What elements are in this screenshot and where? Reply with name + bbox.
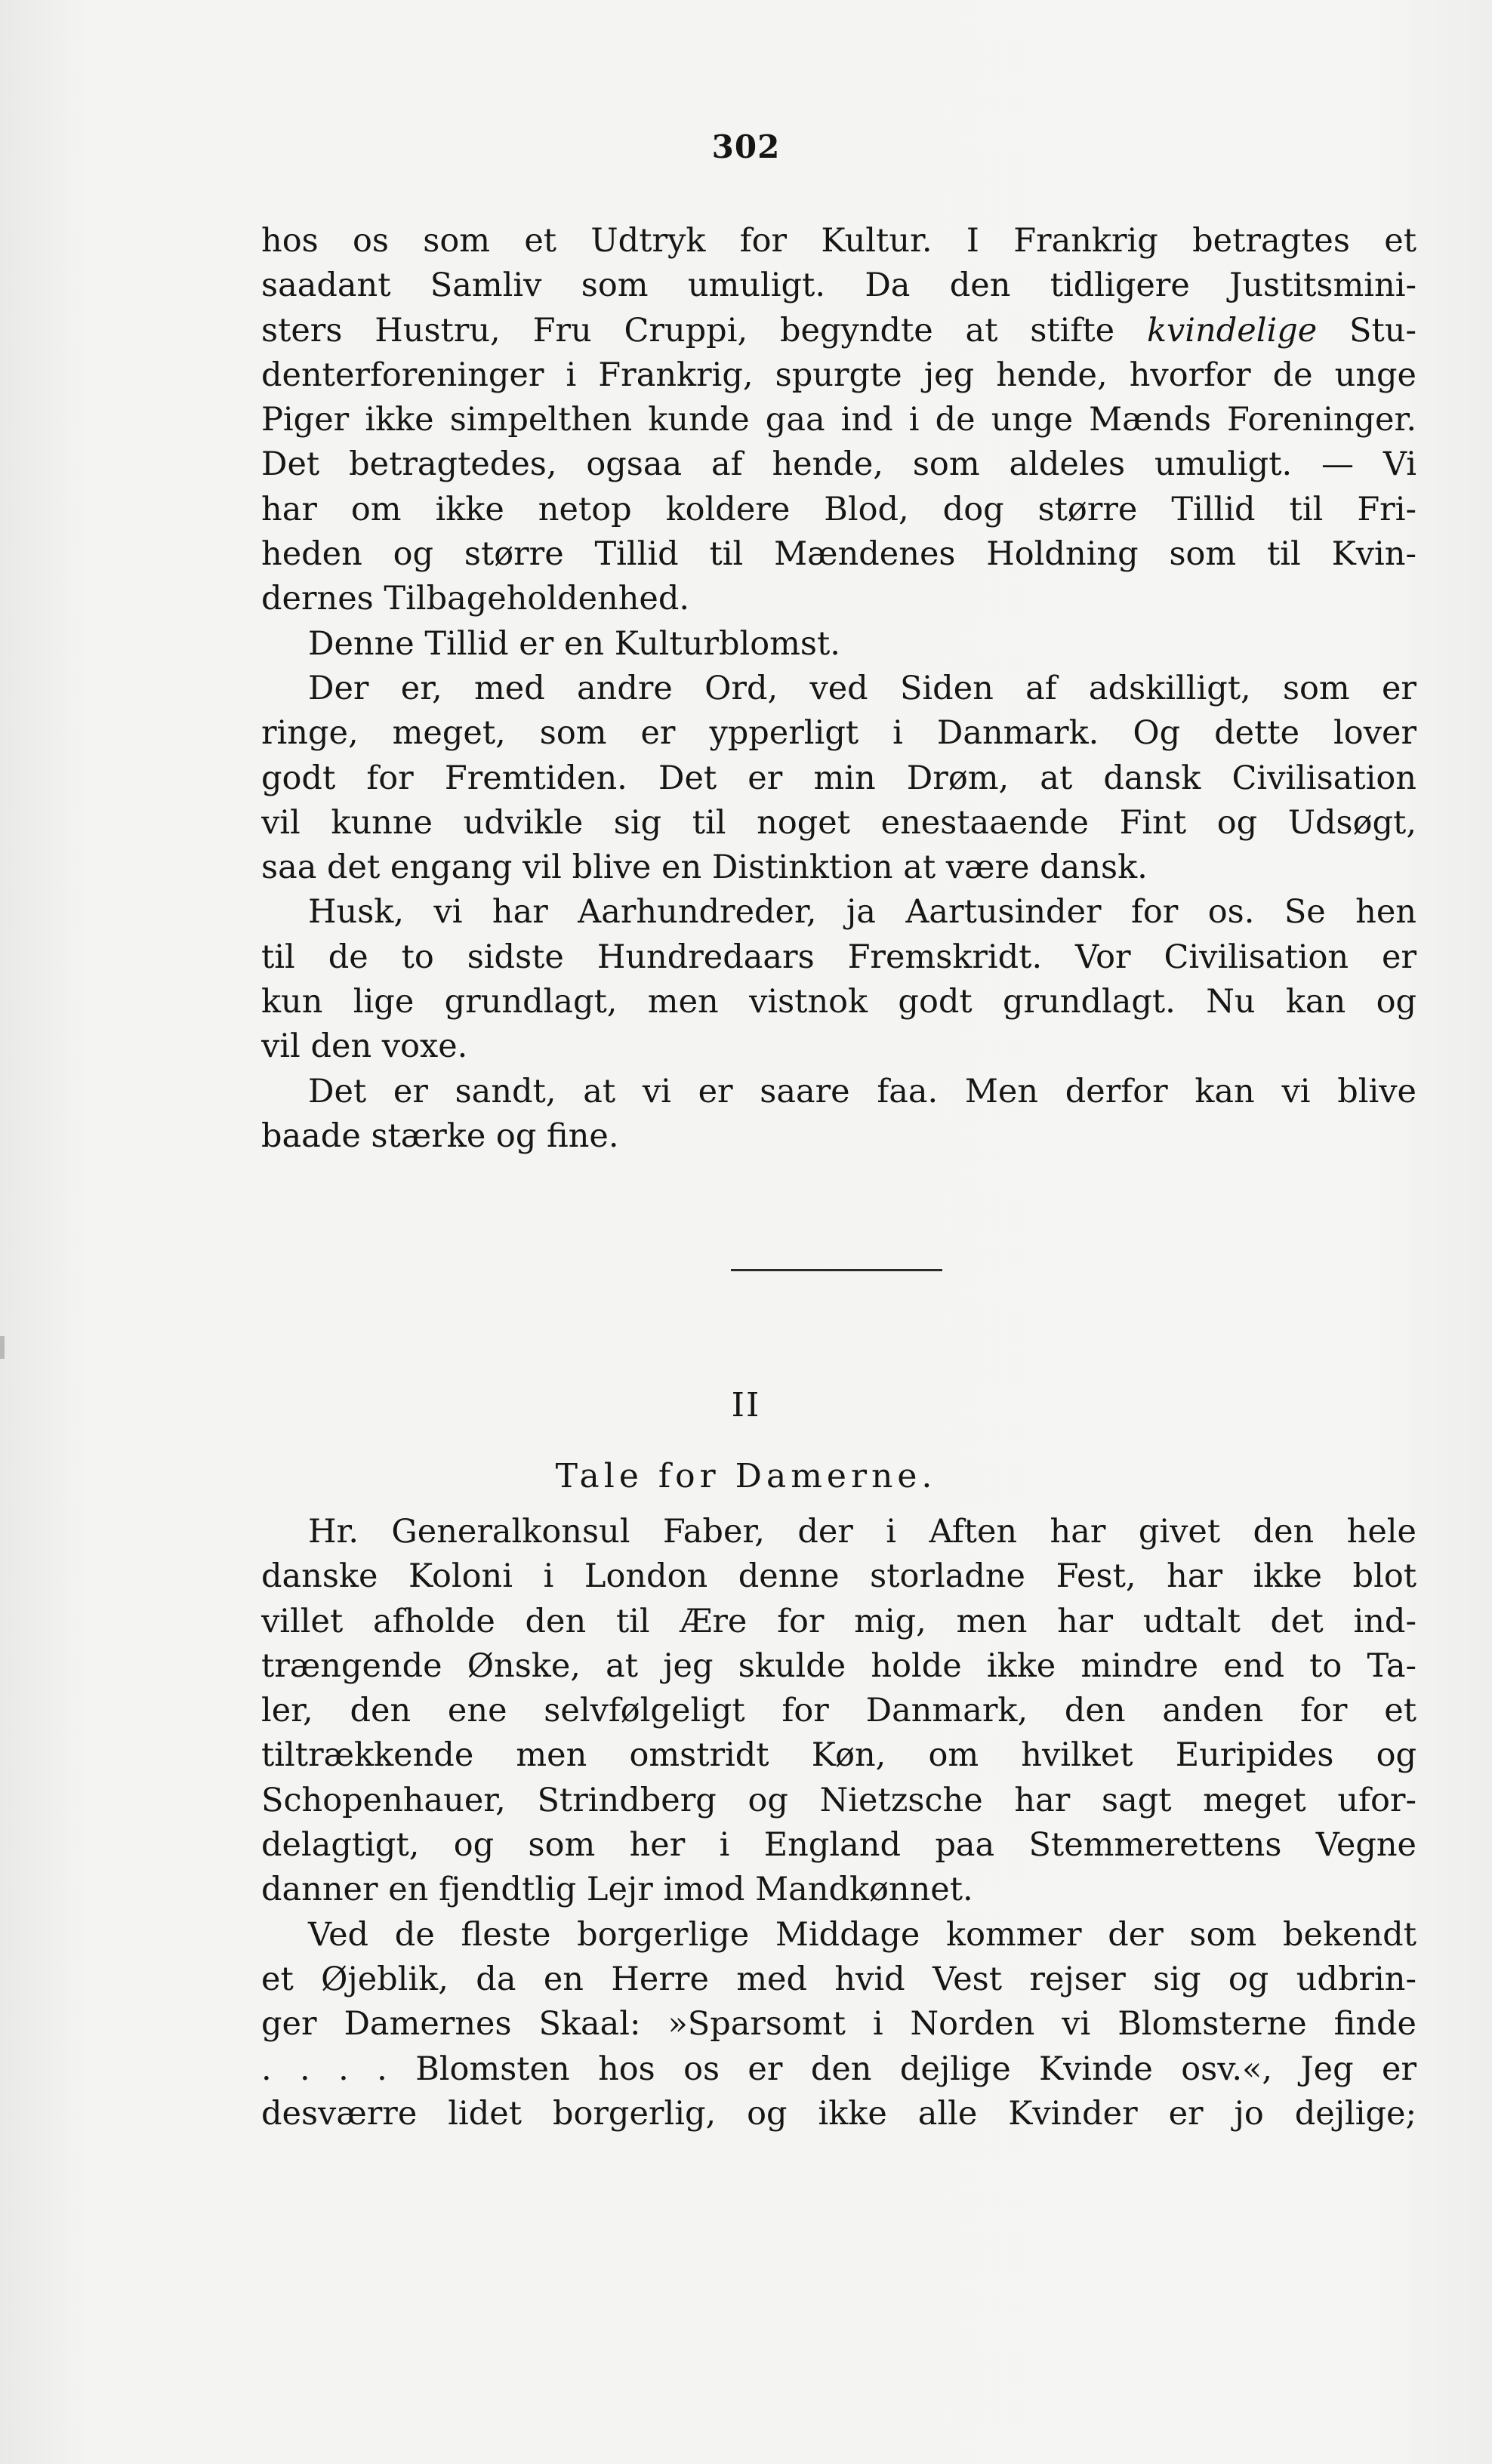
text-line: trængende Ønske, at jeg skulde holde ikke mindre end to Ta- <box>261 1646 1416 1685</box>
text-line: kun lige grundlagt, men vistnok godt grundlagt. Nu kan og <box>261 983 1416 1021</box>
paragraph-line: Hr. Generalkonsul Faber, der i Aften har givet den hele <box>308 1513 1416 1551</box>
italic-word: kvindelige <box>1146 311 1318 350</box>
section-divider <box>731 1269 942 1271</box>
text-line: delagtigt, og som her i England paa Stemmerettens Vegne <box>261 1826 1416 1865</box>
text-segment: Stu- <box>1349 311 1416 350</box>
text-line: villet afholde den til Ære for mig, men har udtalt det ind- <box>261 1602 1416 1640</box>
text-block-speech <box>261 1510 1416 2136</box>
text-line: desværre lidet borgerlig, og ikke alle Kvinder er jo dejlige; <box>261 2094 1416 2133</box>
paragraph-line: Husk, vi har Aarhundreder, ja Aartusinder for os. Se hen <box>308 893 1416 932</box>
text-line: tiltrækkende men omstridt Køn, om hvilket Euripides og <box>261 1736 1416 1775</box>
text-line <box>261 309 1416 353</box>
text-line: danske Koloni i London denne storladne Fest, har ikke blot <box>261 1557 1416 1596</box>
text-line: ler, den ene selvfølgeligt for Danmark, den anden for et <box>261 1692 1416 1730</box>
paragraph-line: Der er, med andre Ord, ved Siden af adskilligt, som er <box>308 669 1416 707</box>
text-line: har om ikke netop koldere Blod, dog større Tillid til Fri- <box>261 490 1416 528</box>
text-block-continuation <box>261 219 1416 1159</box>
text-line: . . . . Blomsten hos os er den dejlige Kvinde osv.«, Jeg er <box>261 2050 1416 2088</box>
text-line: ringe, meget, som er ypperligt i Danmark. Og dette lover <box>261 714 1416 753</box>
text-line: godt for Fremtiden. Det er min Drøm, at dansk Civilisation <box>261 759 1416 797</box>
text-line: hos os som et Udtryk for Kultur. I Frankrig betragtes et <box>261 222 1416 260</box>
text-line: denterforeninger i Frankrig, spurgte jeg hende, hvorfor de unge <box>261 356 1416 394</box>
text-line: ger Damernes Skaal: »Sparsomt i Norden vi Blomsterne finde <box>261 2005 1416 2044</box>
paragraph-line: Ved de fleste borgerlige Middage kommer der som bekendt <box>308 1915 1416 1954</box>
text-line: saa det engang vil blive en Distinktion at være dansk. <box>261 849 1148 887</box>
text-segment: sters Hustru, Fru Cruppi, begyndte at stifte <box>261 311 1115 350</box>
paragraph-line: Det er sandt, at vi er saare faa. Men derfor kan vi blive <box>308 1072 1416 1110</box>
text-line: til de to sidste Hundredaars Fremskridt. Vor Civilisation er <box>261 938 1416 976</box>
text-line: Piger ikke simpelthen kunde gaa ind i de unge Mænds Foreninger. <box>261 401 1416 439</box>
text-line: Det betragtedes, ogsaa af hende, som aldeles umuligt. — Vi <box>261 445 1416 484</box>
text-line: vil den voxe. <box>261 1027 468 1066</box>
page-edge-mark <box>0 1336 5 1359</box>
text-line: Schopenhauer, Strindberg og Nietzsche har sagt meget ufor- <box>261 1781 1416 1819</box>
text-line: baade stærke og fine. <box>261 1116 619 1155</box>
text-line: dernes Tilbageholdenhed. <box>261 580 690 618</box>
section-title: Tale for Damerne. <box>555 1457 937 1495</box>
text-line: danner en fjendtlig Lejr imod Mandkønnet. <box>261 1871 973 1909</box>
section-numeral: II <box>731 1386 761 1424</box>
text-line: vil kunne udvikle sig til noget enestaaende Fint og Udsøgt, <box>261 803 1416 842</box>
text-line: heden og større Tillid til Mændenes Holdning som til Kvin- <box>261 535 1416 574</box>
page-number: 302 <box>711 128 781 165</box>
text-line: et Øjeblik, da en Herre med hvid Vest rejser sig og udbrin- <box>261 1960 1416 1998</box>
text-line: saadant Samliv som umuligt. Da den tidligere Justitsmini- <box>261 266 1416 305</box>
paragraph-line: Denne Tillid er en Kulturblomst. <box>308 624 840 663</box>
